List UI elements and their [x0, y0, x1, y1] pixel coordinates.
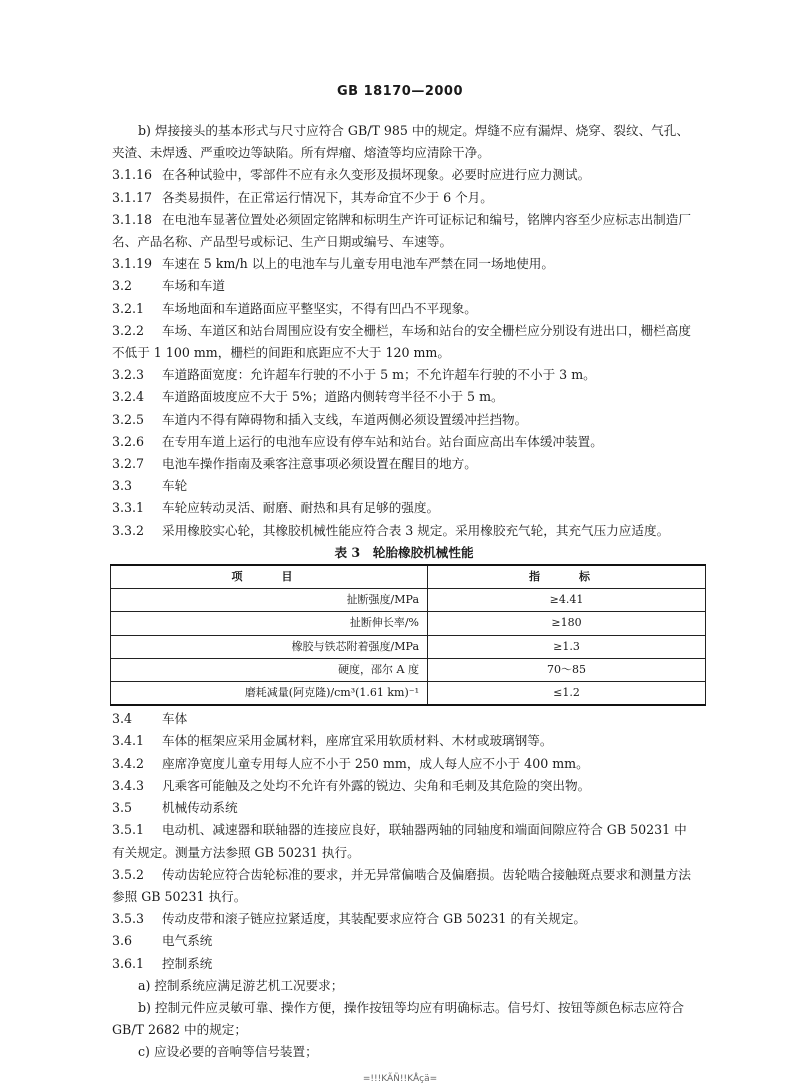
clause-paragraph	[112, 475, 696, 497]
clause-text: b) 焊接接头的基本形式与尺寸应符合 GB/T 985 中的规定。焊缝不应有漏焊、烧穿、裂纹、气孔、夹渣、未焊透、严重咬边等缺陷。所有焊瘤、熔渣等均应清除干净。	[112, 123, 689, 161]
clause-number: 3.5	[112, 800, 133, 816]
clause-text: 传动皮带和滚子链应拉紧适度，其装配要求应符合 GB 50231 的有关规定。	[162, 911, 587, 927]
table-row	[111, 612, 706, 635]
clause-number: 3.2.5	[112, 411, 145, 427]
clause-number: 3.4.3	[112, 777, 145, 793]
tire-rubber-properties-table	[110, 564, 706, 706]
clause-text: 车轮	[162, 478, 188, 494]
clause-text: a) 控制系统应满足游艺机工况要求；	[138, 977, 344, 993]
clauses-section-before-table	[112, 120, 696, 542]
clause-text: 车轮应转动灵活、耐磨、耐热和具有足够的强度。	[162, 500, 440, 516]
clause-text: 在各种试验中，零部件不应有永久变形及损坏现象。必要时应进行应力测试。	[162, 167, 591, 183]
clause-paragraph	[112, 386, 696, 408]
clause-text: 车场、车道区和站台周围应设有安全栅栏，车场和站台的安全栅栏应分别设有进出口，栅栏高度不低于 1 100 mm，栅栏的间距和底距应不大于 120 mm。	[112, 322, 691, 361]
property-value-cell: ≥180	[428, 612, 706, 635]
clause-text: 车体	[162, 711, 188, 727]
property-name-cell: 扯断强度/MPa	[111, 589, 428, 612]
column-header-value: 指 标	[428, 565, 706, 589]
clause-number: 3.2.1	[112, 300, 145, 316]
clause-text: b) 控制元件应灵敏可靠、操作方便，操作按钮等均应有明确标志。信号灯、按钮等颜色标志应符合 GB/T 2682 中的规定；	[112, 999, 684, 1038]
clause-text: 车体的框架应采用金属材料，座席宜采用软质材料、木材或玻璃钢等。	[162, 733, 553, 749]
property-value-cell: ≤1.2	[428, 682, 706, 706]
clause-number: 3.1.17	[112, 189, 153, 205]
clause-text: 车场地面和车道路面应平整坚实，不得有凹凸不平现象。	[162, 300, 477, 316]
clause-number: 3.4.2	[112, 755, 145, 771]
property-value-cell: ≥1.3	[428, 635, 706, 658]
clause-paragraph	[112, 864, 696, 908]
property-name-cell: 磨耗减量(阿克隆)/cm³(1.61 km)⁻¹	[111, 682, 428, 706]
clause-paragraph	[112, 1041, 696, 1063]
clause-number: 3.3.2	[112, 522, 145, 538]
clause-number: 3.5.1	[112, 822, 145, 838]
table-row	[111, 635, 706, 658]
clause-number: 3.6.1	[112, 955, 145, 971]
column-header-item: 项 目	[111, 565, 428, 589]
document-body	[112, 120, 696, 1064]
clause-paragraph	[112, 819, 696, 863]
clause-paragraph	[112, 730, 696, 752]
clause-number: 3.2.7	[112, 456, 145, 472]
clause-text: 电池车操作指南及乘客注意事项必须设置在醒目的地方。	[162, 456, 477, 472]
clause-number: 3.4	[112, 711, 133, 727]
clause-number: 3.6	[112, 933, 133, 949]
clause-text: 车速在 5 km/h 以上的电池车与儿童专用电池车严禁在同一场地使用。	[162, 256, 554, 272]
clause-text: 机械传动系统	[162, 800, 238, 816]
table-row	[111, 658, 706, 681]
property-name-cell: 扯断伸长率/%	[111, 612, 428, 635]
standard-code-header: GB 18170—2000	[336, 84, 463, 99]
clause-paragraph	[112, 431, 696, 453]
clause-number: 3.3	[112, 478, 133, 494]
clause-number: 3.1.16	[112, 167, 153, 183]
clause-paragraph	[112, 298, 696, 320]
table-header-row	[111, 565, 706, 589]
clause-paragraph	[112, 409, 696, 431]
clause-paragraph	[112, 520, 696, 542]
clause-number: 3.2	[112, 278, 133, 294]
clause-text: 车道路面坡度应不大于 5%；道路内侧转弯半径不小于 5 m。	[162, 389, 504, 405]
clause-text: 控制系统	[162, 955, 213, 971]
clause-paragraph	[112, 797, 696, 819]
clause-paragraph	[112, 164, 696, 186]
clause-text: 采用橡胶实心轮，其橡胶机械性能应符合表 3 规定。采用橡胶充气轮，其充气压力应适度。	[162, 522, 670, 538]
clause-text: 在专用车道上运行的电池车应设有停车站和站台。站台面应高出车体缓冲装置。	[162, 433, 603, 449]
clause-text: 传动齿轮应符合齿轮标准的要求，并无异常偏啮合及偏磨损。齿轮啮合接触斑点要求和测量方法参照 GB 50231 执行。	[112, 866, 691, 904]
clause-text: 在电池车显著位置处必须固定铭牌和标明生产许可证标记和编号，铭牌内容至少应标志出制造厂名、产品名称、产品型号或标记、生产日期或编号、车速等。	[112, 211, 691, 250]
clause-paragraph	[112, 364, 696, 386]
clause-text: 电动机、减速器和联轴器的连接应良好，联轴器两轴的同轴度和端面间隙应符合 GB 50231 中有关规定。测量方法参照 GB 50231 执行。	[112, 822, 687, 860]
table-row	[111, 682, 706, 706]
table-body	[111, 589, 706, 706]
clause-number: 3.5.3	[112, 911, 145, 927]
clause-number: 3.4.1	[112, 733, 145, 749]
clause-paragraph	[112, 953, 696, 975]
clause-paragraph	[112, 320, 696, 364]
property-value-cell: 70～85	[428, 658, 706, 681]
clause-number: 3.2.4	[112, 389, 145, 405]
clause-text: 车道内不得有障碍物和插入支线，车道两侧必须设置缓冲拦挡物。	[162, 411, 528, 427]
table-row	[111, 589, 706, 612]
clause-paragraph	[112, 930, 696, 952]
clause-number: 3.1.19	[112, 256, 153, 272]
clause-paragraph	[112, 253, 696, 275]
clause-paragraph	[112, 275, 696, 297]
clause-text: 电气系统	[162, 933, 213, 949]
clause-text: 车道路面宽度：允许超车行驶的不小于 5 m；不允许超车行驶的不小于 3 m。	[162, 367, 596, 383]
table-caption: 表 3 轮胎橡胶机械性能	[334, 544, 474, 560]
clause-paragraph	[112, 975, 696, 997]
property-name-cell: 硬度，邵尔 A 度	[111, 658, 428, 681]
clause-text: 各类易损件，在正常运行情况下，其寿命宜不少于 6 个月。	[162, 189, 493, 205]
clause-paragraph	[112, 753, 696, 775]
property-value-cell: ≥4.41	[428, 589, 706, 612]
clause-text: c) 应设必要的音响等信号装置；	[138, 1044, 318, 1060]
clause-number: 3.3.1	[112, 500, 145, 516]
clause-paragraph	[112, 708, 696, 730]
clause-paragraph	[112, 209, 696, 253]
clause-number: 3.2.2	[112, 322, 145, 338]
clause-number: 3.2.6	[112, 433, 145, 449]
page-footer: =!!!KÃÑ!!KÅçä=	[362, 1074, 438, 1084]
clause-number: 3.5.2	[112, 866, 145, 882]
clause-paragraph	[112, 453, 696, 475]
clause-text: 座席净宽度儿童专用每人应不小于 250 mm，成人每人应不小于 400 mm。	[162, 755, 589, 771]
clauses-section-after-table	[112, 708, 696, 1063]
clause-number: 3.2.3	[112, 367, 145, 383]
clause-number: 3.1.18	[112, 211, 153, 227]
clause-paragraph	[112, 908, 696, 930]
clause-paragraph	[112, 497, 696, 519]
clause-paragraph	[112, 775, 696, 797]
property-name-cell: 橡胶与铁芯附着强度/MPa	[111, 635, 428, 658]
clause-paragraph	[112, 997, 696, 1041]
clause-paragraph	[112, 187, 696, 209]
clause-paragraph	[112, 120, 696, 164]
clause-text: 车场和车道	[162, 278, 225, 294]
clause-text: 凡乘客可能触及之处均不允许有外露的锐边、尖角和毛刺及其危险的突出物。	[162, 777, 591, 793]
